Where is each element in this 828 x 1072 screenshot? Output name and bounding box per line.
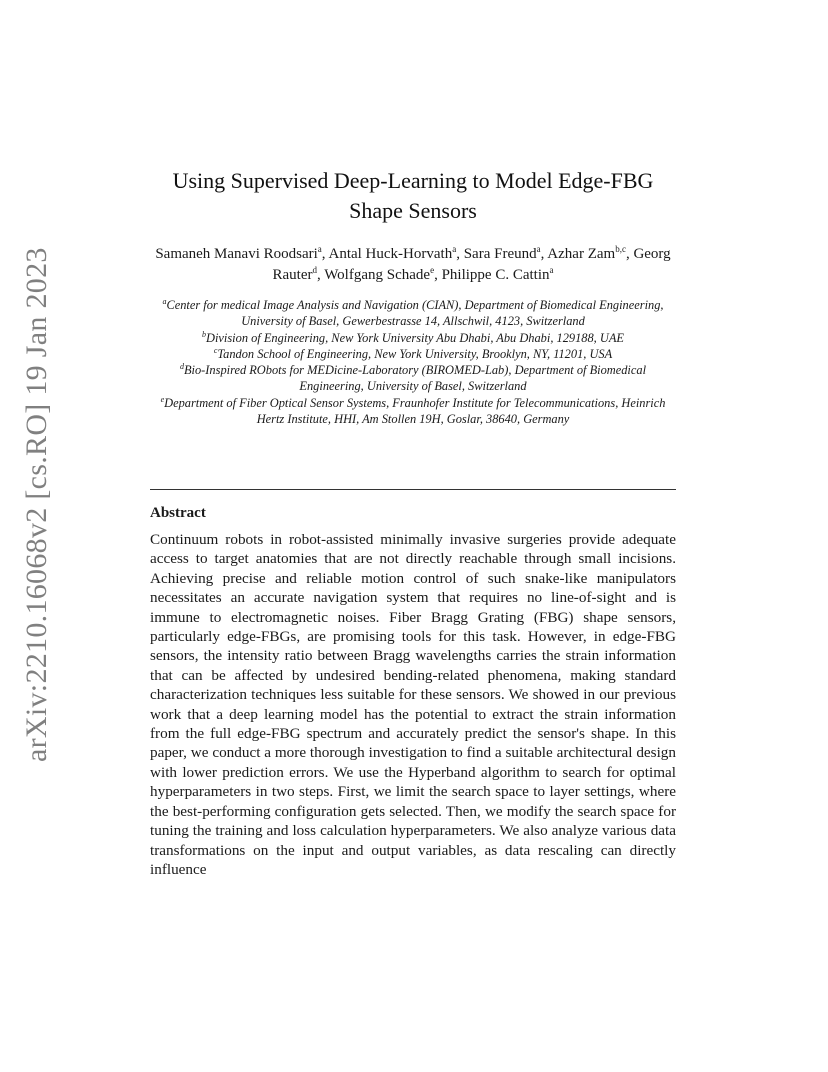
- affiliation-mark: d: [179, 362, 184, 372]
- affiliation-text: Bio-Inspired RObots for MEDicine-Laboratory (BIROMED-Lab), Department of Biomedical Engineering, University of Basel, Switzerland: [183, 363, 647, 394]
- section-divider: [150, 489, 676, 490]
- author-affiliation-mark: d: [312, 265, 317, 275]
- arxiv-identifier: arXiv:2210.16068v2 [cs.RO] 19 Jan 2023: [20, 247, 53, 762]
- affiliation-mark: e: [160, 394, 165, 404]
- author-name: Samaneh Manavi Roodsari: [155, 246, 318, 262]
- affiliation-list: [150, 297, 676, 427]
- author-affiliation-mark: a: [549, 265, 554, 275]
- author-name: Sara Freund: [463, 246, 537, 262]
- author-name: Wolfgang Schade: [324, 267, 431, 283]
- affiliation-text: Center for medical Image Analysis and Navigation (CIAN), Department of Biomedical Engineering, University of Basel, Gewerbestrasse 14, Allschwil, 4123, Switzerland: [166, 298, 664, 329]
- affiliation-item: [150, 395, 676, 428]
- author-name: Azhar Zam: [547, 246, 616, 262]
- affiliation-mark: c: [213, 345, 218, 355]
- affiliation-text: Tandon School of Engineering, New York University, Brooklyn, NY, 11201, USA: [217, 346, 613, 361]
- author-name: Georg Rauter: [272, 246, 671, 283]
- affiliation-mark: a: [162, 296, 167, 306]
- affiliation-text: Department of Fiber Optical Sensor Systems, Fraunhofer Institute for Telecommunications, Heinrich Hertz Institute, HHI, Am Stollen 19H, Goslar, 38640, Germany: [164, 395, 666, 427]
- abstract-body: Continuum robots in robot-assisted minimally invasive surgeries provide adequate access to target anatomies that are not directly reachable through small incisions. Achieving precise and reliable motion control of such snake-like manipulators necessitates an accurate navigation system that requires no line-of-sight and is immune to electromagnetic noises. Fiber Bragg Grating (FBG) shape sensors, particularly edge-FBGs, are promising tools for this task. However, in edge-FBG sensors, the intensity ratio between Bragg wavelengths carries the strain information that can be affected by undesired bending-related phenomena, making standard characterization techniques less suitable for these sensors. We showed in our previous work that a deep learning model has the potential to extract the strain information from the full edge-FBG spectrum and accurately predict the sensor's shape. In this paper, we conduct a more thorough investigation to find a suitable architectural design with lower prediction errors. We use the Hyperband algorithm to search for optimal hyperparameters in two steps. First, we limit the search space to layer settings, where the best-performing configuration gets selected. Then, we modify the search space for tuning the training and loss calculation hyperparameters. We also analyze various data transformations on the input and output variables, as data rescaling can directly influence: [150, 531, 676, 878]
- author-list: Samaneh Manavi Roodsari$^a$, Antal Huck-Horvath$^a$, Sara Freund$^a$, Azhar Zam$^{b,c}$, Georg Rauter$^d$, Wolfgang Schade$^e$, Philippe C. Cattin$^a$: [155, 244, 671, 283]
- affiliation-item: [150, 330, 676, 346]
- affiliation-item: [150, 362, 676, 395]
- abstract-heading: Abstract: [150, 505, 206, 521]
- author-affiliation-mark: a: [452, 244, 457, 254]
- author-affiliation-mark: a: [317, 244, 322, 254]
- author-name: Philippe C. Cattin: [441, 267, 550, 283]
- affiliation-item: [150, 297, 676, 330]
- paper-title: Using Supervised Deep-Learning to Model Edge-FBG Shape Sensors: [172, 168, 654, 223]
- author-affiliation-mark: a: [536, 244, 541, 254]
- affiliation-item: [150, 346, 676, 362]
- author-affiliation-mark: b,c: [615, 244, 626, 254]
- author-name: Antal Huck-Horvath: [328, 246, 453, 262]
- affiliation-text: Division of Engineering, New York University Abu Dhabi, Abu Dhabi, 129188, UAE: [206, 330, 624, 345]
- author-affiliation-mark: e: [430, 265, 435, 275]
- affiliation-mark: b: [202, 329, 207, 339]
